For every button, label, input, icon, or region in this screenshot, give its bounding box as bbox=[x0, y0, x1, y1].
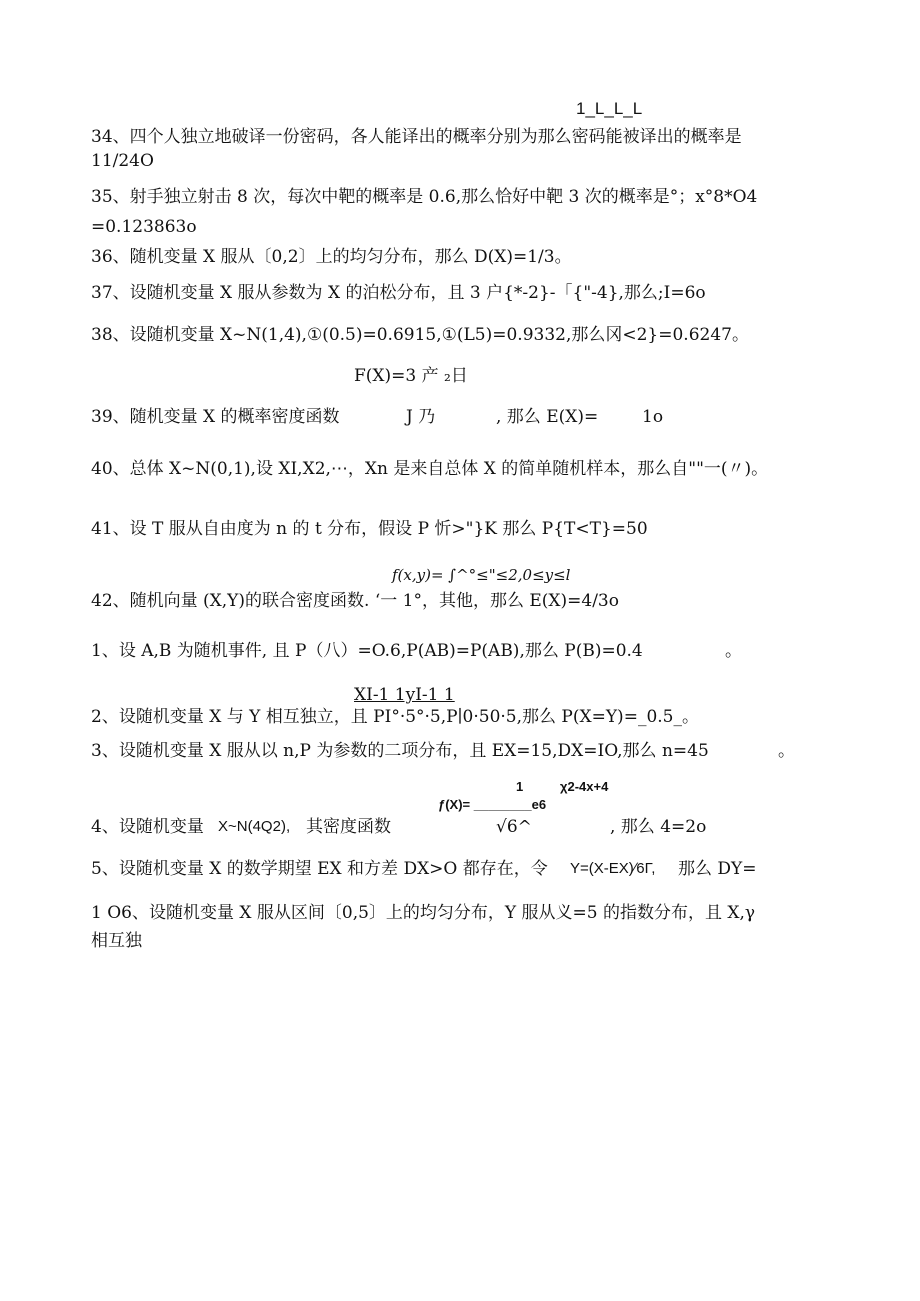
item-35-line2: =0.123863o bbox=[91, 217, 197, 237]
item-40: 40、总体 X~N(0,1),设 XI,X2,⋯，Xn 是来自总体 X 的简单随机样本，那么自""一(〃)。 bbox=[91, 459, 769, 479]
question-6-line2: 相互独 bbox=[91, 931, 142, 951]
question-5-text: 5、设随机变量 X 的数学期望 EX 和方差 DX>O 都存在，令 bbox=[91, 859, 548, 879]
formula-q4-denominator: √6^ bbox=[496, 817, 532, 837]
question-4-density-label: 其密度函数 bbox=[306, 817, 391, 837]
formula-q2: XI-1 1yI-1 1 bbox=[354, 685, 455, 705]
item-39-formula: J 乃 bbox=[406, 407, 436, 427]
item-42: 42、随机向量 (X,Y)的联合密度函数. ‘一 1°，其他，那么 E(X)=4/3o bbox=[91, 591, 619, 611]
question-4-text: 4、设随机变量 bbox=[91, 817, 204, 837]
item-39-expectation: , 那么 E(X)= bbox=[496, 407, 599, 427]
item-36: 36、随机变量 X 服从〔0,2〕上的均匀分布，那么 D(X)=1/3。 bbox=[91, 247, 572, 267]
question-6-line1: 1 O6、设随机变量 X 服从区间〔0,5〕上的均匀分布，Y 服从义=5 的指数分布，且 X,γ bbox=[91, 903, 756, 923]
item-37: 37、设随机变量 X 服从参数为 X 的泊松分布，且 3 户{*-2}-「{"-4},那么;I=6o bbox=[91, 283, 706, 303]
formula-fragment-34: 1_L_L_L bbox=[576, 99, 643, 118]
question-1: 1、设 A,B 为随机事件, 且 P（八）=O.6,P(AB)=P(AB),那么 P(B)=0.4 bbox=[91, 641, 643, 661]
formula-q4-numerator: 1 bbox=[516, 779, 524, 794]
item-34-line2: 11/24O bbox=[91, 151, 154, 171]
question-4-answer: , 那么 4=2o bbox=[610, 817, 707, 837]
question-4-distribution: X~N(4Q2), bbox=[218, 818, 291, 835]
item-34-line1: 34、四个人独立地破译一份密码，各人能译出的概率分别为那么密码能被译出的概率是 bbox=[91, 127, 742, 147]
question-2: 2、设随机变量 X 与 Y 相互独立，且 PI°·5°·5,P∣0·50·5,那么 P(X=Y)=_0.5_。 bbox=[91, 707, 699, 727]
formula-q4-density: ƒ(X)= ________e6 bbox=[438, 797, 547, 812]
item-41: 41、设 T 服从自由度为 n 的 t 分布，假设 P 忻>"}K 那么 P{T<T}=50 bbox=[91, 519, 648, 539]
formula-q4-exponent: χ2-4x+4 bbox=[560, 779, 609, 794]
question-3: 3、设随机变量 X 服从以 n,P 为参数的二项分布，且 EX=15,DX=IO,那么 n=45 bbox=[91, 741, 709, 761]
item-39-text: 39、随机变量 X 的概率密度函数 bbox=[91, 407, 340, 427]
item-38: 38、设随机变量 X~N(1,4),①(0.5)=0.6915,①(L5)=0.9332,那么冈<2}=0.6247。 bbox=[91, 325, 749, 345]
formula-39: F(X)=3 产 ₂日 bbox=[354, 366, 468, 386]
question-1-dot: 。 bbox=[725, 641, 742, 661]
question-5-formula: Y=(X-EX)∕6Γ, bbox=[570, 860, 656, 877]
question-5-answer: 那么 DY= bbox=[678, 859, 757, 879]
item-39-answer: 1o bbox=[642, 407, 664, 427]
question-3-dot: 。 bbox=[778, 741, 795, 761]
item-35-line1: 35、射手独立射击 8 次，每次中靶的概率是 0.6,那么恰好中靶 3 次的概率是°；x°8*O4 bbox=[91, 187, 758, 207]
formula-42: f(x,y)= ∫^°≤"≤2,0≤y≤l bbox=[392, 566, 571, 584]
